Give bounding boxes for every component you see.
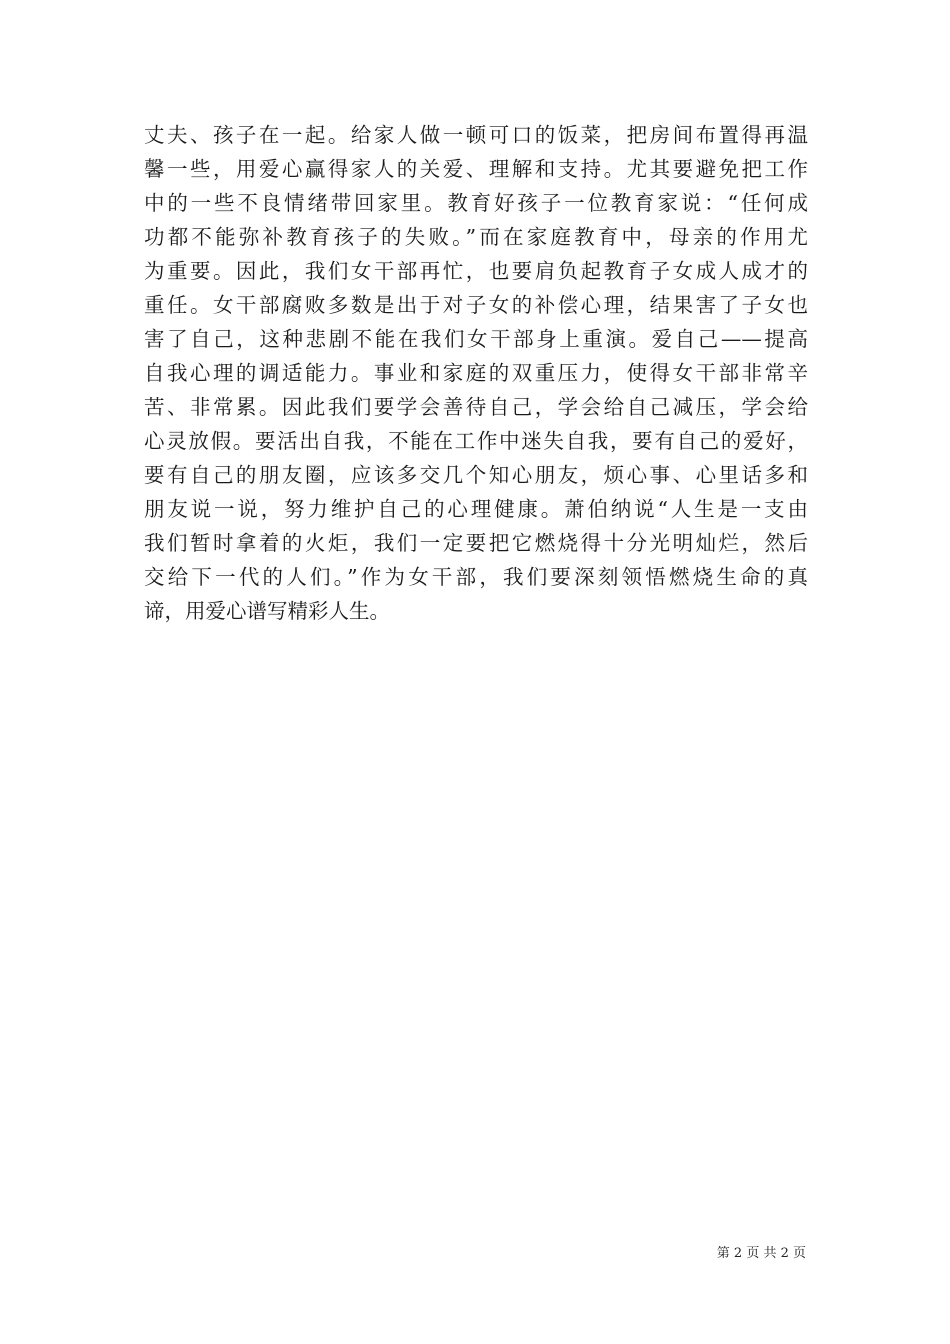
paragraph-line: 丈夫、孩子在一起。给家人做一顿可口的饭菜，把房间布置得再温 [144,123,808,147]
paragraph-line: 我们暂时拿着的火炬，我们一定要把它燃烧得十分光明灿烂，然后 [144,531,808,555]
paragraph-line: 害了自己，这种悲剧不能在我们女干部身上重演。爱自己——提高 [144,327,808,351]
paragraph-line: 为重要。因此，我们女干部再忙，也要肩负起教育子女成人成才的 [144,259,808,283]
paragraph-line: 自我心理的调适能力。事业和家庭的双重压力，使得女干部非常辛 [144,361,808,385]
paragraph-line: 交给下一代的人们。”作为女干部，我们要深刻领悟燃烧生命的真 [144,565,808,589]
paragraph-line: 功都不能弥补教育孩子的失败。”而在家庭教育中，母亲的作用尤 [144,225,808,249]
paragraph-line: 重任。女干部腐败多数是出于对子女的补偿心理，结果害了子女也 [144,293,808,317]
page-number-footer: 第 2 页 共 2 页 [716,1246,806,1261]
paragraph-line: 心灵放假。要活出自我，不能在工作中迷失自我，要有自己的爱好， [144,429,808,453]
body-paragraph [144,118,808,628]
paragraph-line: 要有自己的朋友圈，应该多交几个知心朋友，烦心事、心里话多和 [144,463,808,487]
paragraph-line: 中的一些不良情绪带回家里。教育好孩子一位教育家说：“任何成 [144,191,808,215]
paragraph-line: 苦、非常累。因此我们要学会善待自己，学会给自己减压，学会给 [144,395,808,419]
paragraph-line: 谛，用爱心谱写精彩人生。 [144,599,390,623]
paragraph-line: 朋友说一说，努力维护自己的心理健康。萧伯纳说“人生是一支由 [144,497,808,521]
paragraph-line: 馨一些，用爱心赢得家人的关爱、理解和支持。尤其要避免把工作 [144,157,808,181]
